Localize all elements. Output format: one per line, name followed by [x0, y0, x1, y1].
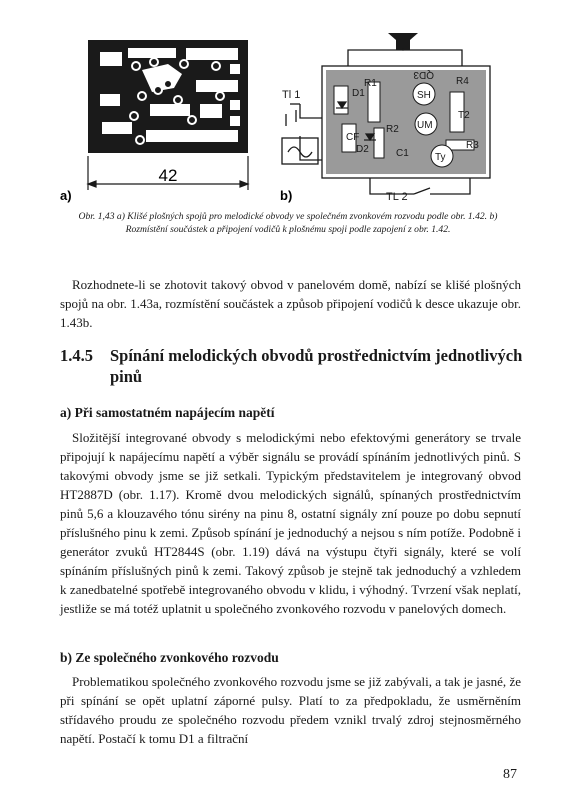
label-t2: T2: [458, 110, 470, 121]
label-d1: D1: [352, 88, 365, 99]
label-r1: R1: [364, 78, 377, 89]
figure-caption: Obr. 1,43 a) Klišé plošných spojů pro melodické obvody ve společném zvonkovém rozvodu podle obr. 1.42. b) Rozmístění součástek a připojení vodičů k plošnému spoji podle zapojení z obr. 1.42.: [78, 211, 498, 235]
subsection-a-text: Složitější integrované obvody s melodickými nebo efektovými generátory se trvale připojují k napájecímu napětí a výběr signálu se provádí spínáním jednotlivých pinů. S takovými obvody jsme se již setkali. Typickým představitelem je integrovaný obvod HT2887D (obr. 1.17). Kromě dvou melodických signálů, spínaných prostřednictvím pinů 5,6 a klouzavého tónu sirény na pinu 8, ostatní signály zní pouze po dobu sepnutí příslušného pinu k zemi. Způsob spínání je jednoduchý a nejsou s ním potíže. Podobně i generátor zvuků HT2844S (obr. 1.19) dává na výstupu čtyři signály, které se volí spínáním příslušných pinů k zemi. Takový způsob je stejně tak jednoduchý a vzhledem k zanedbatelné spotřebě integrovaného obvodu v klidu, i výhodný. Tvrzení však neplatí, jestliže se má totéž uplatnit u společného zvonkového rozvodu v panelových domech.: [60, 430, 521, 616]
label-r3: R3: [466, 140, 479, 151]
label-r4: R4: [456, 76, 469, 87]
section-number: 1.4.5: [60, 346, 93, 365]
label-qd: QD3: [413, 69, 434, 80]
panel-a-label: a): [60, 188, 72, 203]
figure-1-43: [0, 0, 571, 210]
dimension-value: 42: [158, 166, 178, 185]
page-number: 87: [503, 767, 517, 782]
speaker-icon: [388, 33, 418, 50]
section-title: Spínání melodických obvodů prostřednictvím jednotlivých pinů: [110, 346, 523, 386]
label-c1: C1: [396, 148, 409, 159]
subsection-a-heading: a) Při samostatném napájecím napětí: [60, 405, 275, 420]
pcb-foil-pattern: [88, 40, 248, 153]
intro-paragraph: Rozhodnete-li se zhotovit takový obvod v panelovém domě, nabízí se klišé plošných spojů na obr. 1.43a, rozmístění součástek a způsob připojení vodičů k desce ukazuje obr. 1.43b.: [60, 277, 521, 330]
subsection-b-text: Problematikou společného zvonkového rozvodu jsme se již zabývali, a tak je jasné, že při spínání se opět uplatní záporné pulsy. Platí to za předpokladu, že usměrněním střídavého proudu ze společného rozvodu předem vznikl trvalý zdroj stejnosměrného napětí. Postačí k tomu D1 a filtrační: [60, 674, 521, 746]
label-um: UM: [417, 120, 433, 131]
label-cf: CF: [346, 132, 360, 143]
subsection-b-heading: b) Ze společného zvonkového rozvodu: [60, 650, 279, 665]
label-sh: SH: [417, 90, 431, 101]
panel-b-label: b): [280, 188, 293, 203]
label-d2: D2: [356, 144, 369, 155]
label-r2: R2: [386, 124, 399, 135]
label-tl2: TL 2: [386, 191, 408, 203]
label-ty: Ty: [435, 152, 446, 163]
label-tl1: Tl 1: [282, 89, 301, 101]
